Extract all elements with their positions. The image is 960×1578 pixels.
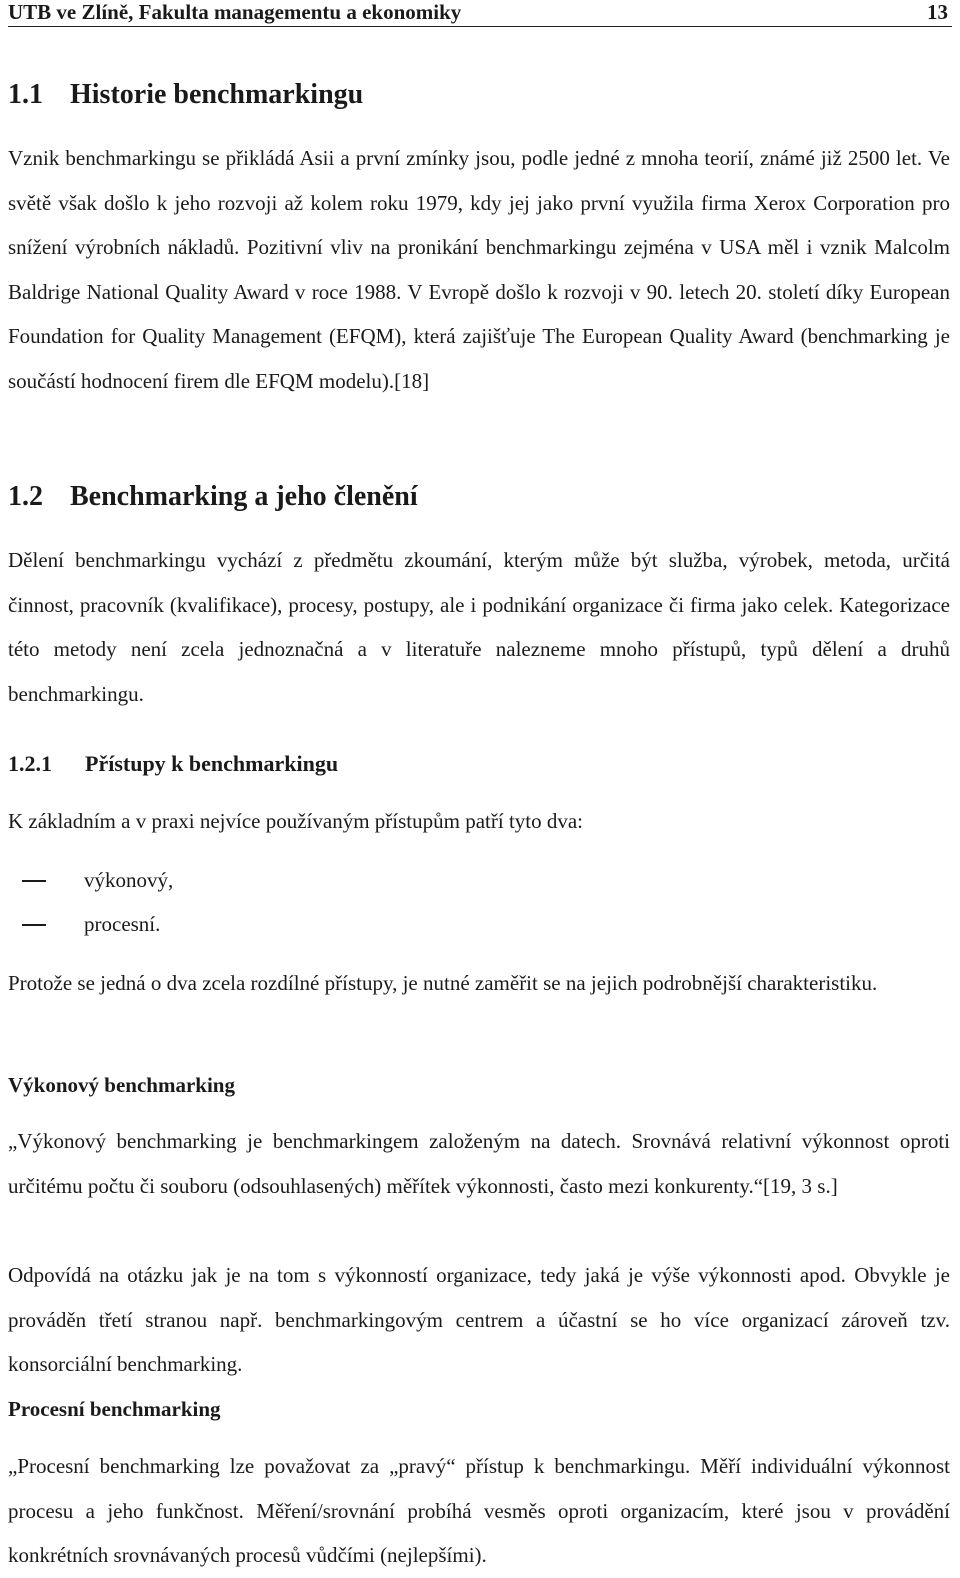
header-title: UTB ve Zlíně, Fakulta managementu a ekonomiky (8, 0, 462, 24)
subsection-number: 1.2.1 (8, 751, 52, 776)
section-heading-1-2 (8, 480, 950, 514)
approaches-list (8, 858, 908, 946)
quote-performance-benchmarking: „Výkonový benchmarking je benchmarkingem založeným na datech. Srovnává relativní výkonnost oproti určitému počtu či souboru (odsouhlasených) měřítek výkonnosti, často mezi konkurenty.“[19, 3 s.] (8, 1129, 950, 1198)
quote-process-benchmarking: „Procesní benchmarking lze považovat za „pravý“ přístup k benchmarkingu. Měří individuální výkonnost procesu a jeho funkčnost. Měření/srovnání probíhá vesměs oproti organizacím, které jsou v provádění konkrétních srovnávaných procesů vůdčími (nejlepšími). (8, 1454, 950, 1567)
list-item (8, 858, 908, 902)
section-number: 1.1 (8, 79, 43, 110)
paragraph-approaches-outro: Protože se jedná o dva zcela rozdílné přístupy, je nutné zaměřit se na jejich podrobnější charakteristiku. (8, 971, 878, 995)
list-item (8, 902, 908, 946)
section-heading-1-1 (8, 78, 950, 112)
paragraph-history: Vznik benchmarkingu se přikládá Asii a první zmínky jsou, podle jedné z mnoha teorií, známé již 2500 let. Ve světě však došlo k jeho rozvoji až kolem roku 1979, kdy jej jako první využila firma Xerox Corporation pro snížení výrobních nákladů. Pozitivní vliv na pronikání benchmarkingu zejména v USA měl i vznik Malcolm Baldrige National Quality Award v roce 1988. V Evropě došlo k rozvoji v 90. letech 20. století díky European Foundation for Quality Management (EFQM), která zajišťuje The European Quality Award (benchmarking je součástí hodnocení firem dle EFQM modelu).[18] (8, 146, 950, 393)
list-item-text: výkonový, (84, 868, 174, 892)
subsection-heading-1-2-1 (8, 750, 950, 778)
list-item-text: procesní. (84, 912, 161, 936)
running-header (8, 0, 952, 27)
section-title: Historie benchmarkingu (70, 79, 364, 110)
section-number: 1.2 (8, 481, 43, 512)
heading-performance-benchmarking: Výkonový benchmarking (8, 1073, 235, 1097)
paragraph-performance-benchmarking: Odpovídá na otázku jak je na tom s výkonností organizace, tedy jaká je výše výkonnosti apod. Obvykle je prováděn třetí stranou např. benchmarkingovým centrem a účastní se ho více organizací zároveň tzv. konsorciální benchmarking. (8, 1263, 950, 1376)
page-number: 13 (927, 0, 948, 24)
paragraph-division: Dělení benchmarkingu vychází z předmětu zkoumání, kterým může být služba, výrobek, metoda, určitá činnost, pracovník (kvalifikace), procesy, postupy, ale i podnikání organizace či firma jako celek. Kategorizace této metody není zcela jednoznačná a v literatuře nalezneme mnoho přístupů, typů dělení a druhů benchmarkingu. (8, 548, 950, 706)
paragraph-approaches-intro: K základním a v praxi nejvíce používaným přístupům patří tyto dva: (8, 809, 584, 833)
heading-process-benchmarking: Procesní benchmarking (8, 1397, 221, 1421)
dash-bullet-icon (22, 880, 46, 882)
dash-bullet-icon (22, 924, 46, 926)
section-title: Benchmarking a jeho členění (70, 481, 418, 512)
subsection-title: Přístupy k benchmarkingu (85, 751, 339, 776)
